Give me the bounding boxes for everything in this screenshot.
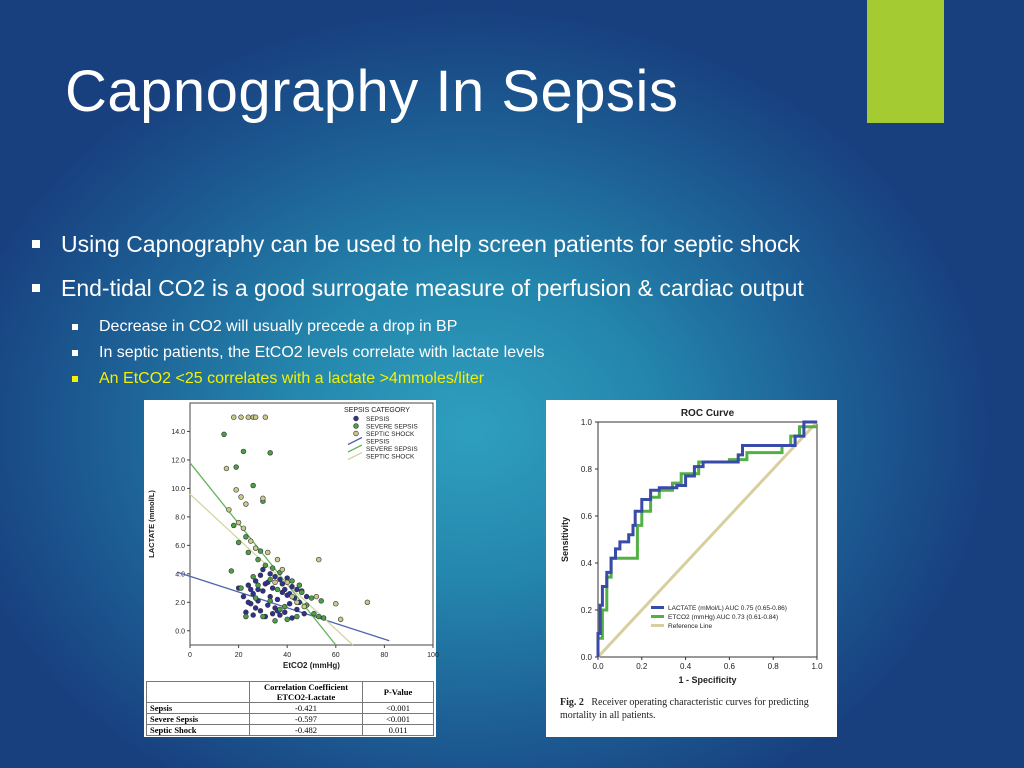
data-point xyxy=(261,496,266,501)
data-point xyxy=(241,526,246,531)
x-axis-label: EtCO2 (mmHg) xyxy=(283,661,340,670)
data-point xyxy=(268,450,273,455)
bullet-text: Decrease in CO2 will usually precede a drop in BP xyxy=(99,318,458,335)
bullet-item xyxy=(32,228,932,272)
data-point xyxy=(222,432,227,437)
data-point xyxy=(282,587,287,592)
data-point xyxy=(265,550,270,555)
caption-text: Receiver operating characteristic curves for predicting mortality in all patients. xyxy=(560,697,809,721)
data-point xyxy=(321,616,326,621)
data-point xyxy=(253,606,258,611)
y-tick-label: 0.2 xyxy=(580,606,592,615)
data-point xyxy=(290,594,295,599)
data-point xyxy=(316,557,321,562)
bullet-text: End-tidal CO2 is a good surrogate measure of perfusion & cardiac output xyxy=(61,275,804,301)
data-point xyxy=(236,520,241,525)
legend-label: ETCO2 (mmHg) AUC 0.73 (0.61-0.84) xyxy=(668,614,779,621)
x-tick-label: 0.4 xyxy=(680,662,692,671)
data-point xyxy=(268,571,273,576)
data-point xyxy=(256,557,261,562)
data-point xyxy=(243,534,248,539)
y-tick-label: 1.0 xyxy=(580,418,592,427)
caption-label: Fig. 2 xyxy=(560,697,584,708)
square-bullet-icon xyxy=(72,350,78,356)
data-point xyxy=(290,579,295,584)
data-point xyxy=(226,507,231,512)
table-header-blank xyxy=(147,682,250,703)
data-point xyxy=(282,610,287,615)
legend-marker xyxy=(354,424,359,429)
y-tick-label: 4.0 xyxy=(175,571,185,579)
square-bullet-icon xyxy=(32,240,40,248)
data-point xyxy=(268,577,273,582)
data-point xyxy=(253,596,258,601)
data-point xyxy=(253,415,258,420)
legend-marker xyxy=(354,431,359,436)
data-point xyxy=(273,574,278,579)
data-point xyxy=(275,597,280,602)
y-tick-label: 0.0 xyxy=(580,653,592,662)
bullet-text: Using Capnography can be used to help screen patients for septic shock xyxy=(61,231,800,257)
square-bullet-icon xyxy=(32,284,40,292)
data-point xyxy=(251,613,256,618)
x-axis-label: 1 - Specificity xyxy=(678,675,737,685)
data-point xyxy=(231,415,236,420)
sub-bullet-item xyxy=(32,316,932,342)
square-bullet-icon xyxy=(72,376,78,382)
data-point xyxy=(270,566,275,571)
slide-title: Capnography In Sepsis xyxy=(65,59,679,124)
legend-marker xyxy=(354,416,359,421)
data-point xyxy=(273,580,278,585)
table-row xyxy=(147,714,434,725)
data-point xyxy=(295,600,300,605)
data-point xyxy=(314,594,319,599)
data-point xyxy=(319,598,324,603)
data-point xyxy=(243,614,248,619)
plot-frame xyxy=(190,403,433,645)
data-point xyxy=(297,583,302,588)
table-cell: -0.597 xyxy=(250,714,363,725)
data-point xyxy=(290,584,295,589)
table-cell: Sepsis xyxy=(147,703,250,714)
legend-label: SEPSIS xyxy=(366,416,390,423)
x-tick-label: 0 xyxy=(188,652,192,659)
data-point xyxy=(287,601,292,606)
table-cell: 0.011 xyxy=(363,725,434,736)
bullet-item xyxy=(32,272,932,316)
table-cell: -0.482 xyxy=(250,725,363,736)
data-point xyxy=(229,569,234,574)
data-point xyxy=(234,487,239,492)
data-point xyxy=(268,598,273,603)
x-tick-label: 0.8 xyxy=(767,662,779,671)
table-cell: <0.001 xyxy=(363,703,434,714)
y-axis-label: LACTATE (mmol/L) xyxy=(147,490,156,558)
x-tick-label: 0.6 xyxy=(723,662,735,671)
roc-plot xyxy=(546,400,837,694)
data-point xyxy=(275,557,280,562)
x-tick-label: 0.0 xyxy=(592,662,604,671)
data-point xyxy=(309,596,314,601)
data-point xyxy=(251,483,256,488)
table-header-row xyxy=(147,682,434,703)
data-point xyxy=(295,607,300,612)
data-point xyxy=(248,539,253,544)
data-point xyxy=(231,523,236,528)
table-cell: Septic Shock xyxy=(147,725,250,736)
data-point xyxy=(338,617,343,622)
data-point xyxy=(270,611,275,616)
table-header-cell: P-Value xyxy=(363,682,434,703)
data-point xyxy=(285,617,290,622)
data-point xyxy=(261,589,266,594)
data-point xyxy=(282,604,287,609)
x-tick-label: 0.2 xyxy=(636,662,648,671)
data-point xyxy=(248,587,253,592)
bullet-list xyxy=(32,228,932,394)
data-point xyxy=(302,611,307,616)
data-point xyxy=(275,587,280,592)
data-point xyxy=(246,550,251,555)
x-tick-label: 100 xyxy=(427,652,439,659)
data-point xyxy=(304,594,309,599)
data-point xyxy=(258,608,263,613)
legend-label: SEPTIC SHOCK xyxy=(366,453,415,461)
data-point xyxy=(273,618,278,623)
data-point xyxy=(253,546,258,551)
y-tick-label: 0.6 xyxy=(580,512,592,521)
data-point xyxy=(239,586,244,591)
data-point xyxy=(251,574,256,579)
table-row xyxy=(147,703,434,714)
data-point xyxy=(280,581,285,586)
legend-label: SEVERE SEPSIS xyxy=(366,446,418,453)
table-row xyxy=(147,725,434,736)
data-point xyxy=(299,590,304,595)
figure-caption xyxy=(560,696,830,722)
data-point xyxy=(312,611,317,616)
x-tick-label: 40 xyxy=(283,652,292,659)
legend-label: SEVERE SEPSIS xyxy=(366,423,418,431)
y-tick-label: 6.0 xyxy=(175,542,185,550)
data-point xyxy=(234,465,239,470)
data-point xyxy=(258,573,263,578)
data-point xyxy=(263,415,268,420)
data-point xyxy=(365,600,370,605)
bullet-text: An EtCO2 <25 correlates with a lactate >4mmoles/liter xyxy=(99,370,485,387)
data-point xyxy=(256,583,261,588)
x-tick-label: 20 xyxy=(234,652,243,659)
data-point xyxy=(316,614,321,619)
data-point xyxy=(302,604,307,609)
y-tick-label: 10.0 xyxy=(171,485,185,493)
legend-label: LACTATE (mMol/L) AUC 0.75 (0.65-0.86) xyxy=(668,605,787,612)
data-point xyxy=(239,495,244,500)
data-point xyxy=(261,614,266,619)
data-point xyxy=(241,594,246,599)
legend-label: SEPSIS xyxy=(366,438,390,446)
data-point xyxy=(295,614,300,619)
data-point xyxy=(278,607,283,612)
highlighted-sub-bullet-item xyxy=(32,368,932,394)
data-point xyxy=(224,466,229,471)
y-tick-label: 0.8 xyxy=(580,465,592,474)
scatter-plot xyxy=(144,400,439,680)
y-tick-label: 12.0 xyxy=(171,457,185,465)
data-point xyxy=(243,502,248,507)
data-point xyxy=(246,415,251,420)
correlation-table xyxy=(146,681,434,736)
data-point xyxy=(290,616,295,621)
x-tick-label: 1.0 xyxy=(811,662,823,671)
data-point xyxy=(280,567,285,572)
data-point xyxy=(246,600,251,605)
x-tick-label: 80 xyxy=(380,652,389,659)
legend-label: Reference Line xyxy=(668,623,713,630)
data-point xyxy=(270,586,275,591)
roc-figure-panel xyxy=(546,400,837,737)
y-tick-label: 2.0 xyxy=(175,599,185,607)
y-tick-label: 0.4 xyxy=(580,559,592,568)
table-header-cell: Correlation Coefficient ETCO2-Lactate xyxy=(250,682,363,703)
table-cell: Severe Sepsis xyxy=(147,714,250,725)
data-point xyxy=(241,449,246,454)
y-tick-label: 0.0 xyxy=(175,628,185,636)
table-cell: <0.001 xyxy=(363,714,434,725)
sub-bullet-item xyxy=(32,342,932,368)
data-point xyxy=(333,601,338,606)
data-point xyxy=(258,549,263,554)
data-point xyxy=(263,563,268,568)
y-tick-label: 8.0 xyxy=(175,514,185,522)
data-point xyxy=(236,540,241,545)
bullet-text: In septic patients, the EtCO2 levels correlate with lactate levels xyxy=(99,344,545,361)
accent-bar xyxy=(867,0,944,123)
y-tick-label: 14.0 xyxy=(171,428,185,436)
chart-title: ROC Curve xyxy=(680,408,735,419)
x-tick-label: 60 xyxy=(331,652,340,659)
legend-label: SEPTIC SHOCK xyxy=(366,431,415,438)
table-cell: -0.421 xyxy=(250,703,363,714)
y-axis-label: Sensitivity xyxy=(560,516,570,563)
scatter-figure-panel xyxy=(144,400,439,737)
data-point xyxy=(285,580,290,585)
square-bullet-icon xyxy=(72,324,78,330)
legend-title: SEPSIS CATEGORY xyxy=(344,407,410,414)
data-point xyxy=(239,415,244,420)
